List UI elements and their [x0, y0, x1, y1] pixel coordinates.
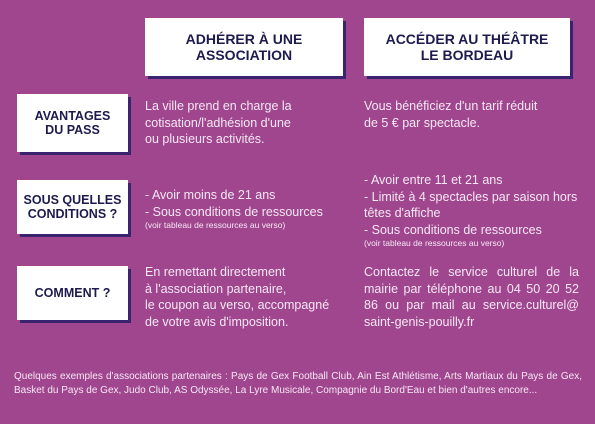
row-header-avantages-label: AVANTAGES DU PASS [34, 108, 111, 137]
row-header-comment [17, 266, 128, 320]
row-header-avantages [17, 94, 128, 152]
row-header-comment-label: COMMENT ? [34, 285, 111, 300]
avantages-adherer-text: La ville prend en charge la cotisation/l'adhésion d'une ou plusieurs activités. [145, 99, 292, 146]
row-header-conditions [17, 180, 128, 234]
comment-theatre-text: Contactez le service culturel de la mairie par téléphone au 04 50 20 52 86 ou par mail au service.culturel@ saint-genis-pouilly.fr [364, 265, 579, 329]
avantages-theatre-text: Vous bénéficiez d'un tarif réduit de 5 € par spectacle. [364, 99, 538, 130]
column-header-adherer-label: ADHÉRER À UNE ASSOCIATION [185, 30, 303, 63]
column-header-adherer [145, 18, 343, 76]
row-header-conditions-label: SOUS QUELLES CONDITIONS ? [23, 192, 122, 221]
column-header-theatre-label: ACCÉDER AU THÉÂTRE LE BORDEAU [385, 30, 549, 63]
conditions-theatre-text: - Avoir entre 11 et 21 ans - Limité à 4 spectacles par saison hors têtes d'affiche - Sous conditions de ressources (voir tableau de ressources au verso) [364, 173, 578, 248]
comment-adherer-text: En remettant directement à l'association partenaire, le coupon au verso, accompagné de votre avis d'imposition. [145, 265, 330, 329]
footer-partners-text: Quelques exemples d'associations partenaires : Pays de Gex Football Club, Ain Est Athlétisme, Arts Martiaux du Pays de Gex, Basket du Pays de Gex, Judo Club, AS Odyssée, La Lyre Musicale, Compagnie du Bord'Eau et bien d'autres encore... [14, 371, 582, 396]
conditions-adherer-text: - Avoir moins de 21 ans - Sous conditions de ressources (voir tableau de ressources au verso) [145, 188, 323, 230]
column-header-theatre [364, 18, 570, 76]
